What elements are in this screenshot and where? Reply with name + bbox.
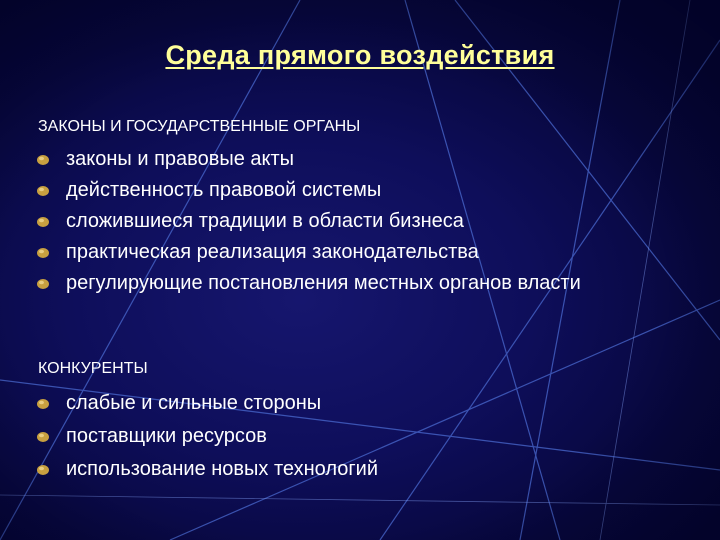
list-item-text: регулирующие постановления местных органов власти — [66, 272, 581, 294]
list-item-text: практическая реализация законодательства — [66, 241, 479, 263]
list-item-text: сложившиеся традиции в области бизнеса — [66, 210, 464, 232]
list-item — [36, 206, 696, 237]
competitors-list — [36, 388, 696, 487]
list-item — [36, 237, 696, 268]
section-heading-competitors: КОНКУРЕНТЫ — [38, 360, 148, 377]
list-item — [36, 144, 696, 175]
list-item — [36, 268, 696, 299]
bullet-icon — [36, 153, 50, 167]
bullet-icon — [36, 215, 50, 229]
bullet-icon — [36, 277, 50, 291]
bullet-icon — [36, 397, 50, 411]
list-item — [36, 454, 696, 487]
bullet-icon — [36, 463, 50, 477]
list-item-text: слабые и сильные стороны — [66, 392, 322, 414]
bullet-icon — [36, 184, 50, 198]
bullet-icon — [36, 246, 50, 260]
bullet-icon — [36, 430, 50, 444]
slide-title: Среда прямого воздействия — [165, 40, 555, 70]
list-item-text: использование новых технологий — [66, 458, 378, 480]
section-heading-laws: ЗАКОНЫ И ГОСУДАРСТВЕННЫЕ ОРГАНЫ — [38, 118, 361, 135]
list-item-text: действенность правовой системы — [66, 179, 382, 201]
list-item — [36, 388, 696, 421]
laws-list — [36, 144, 696, 299]
list-item-text: законы и правовые акты — [66, 148, 295, 170]
list-item — [36, 175, 696, 206]
list-item-text: поставщики ресурсов — [66, 425, 267, 447]
list-item — [36, 421, 696, 454]
